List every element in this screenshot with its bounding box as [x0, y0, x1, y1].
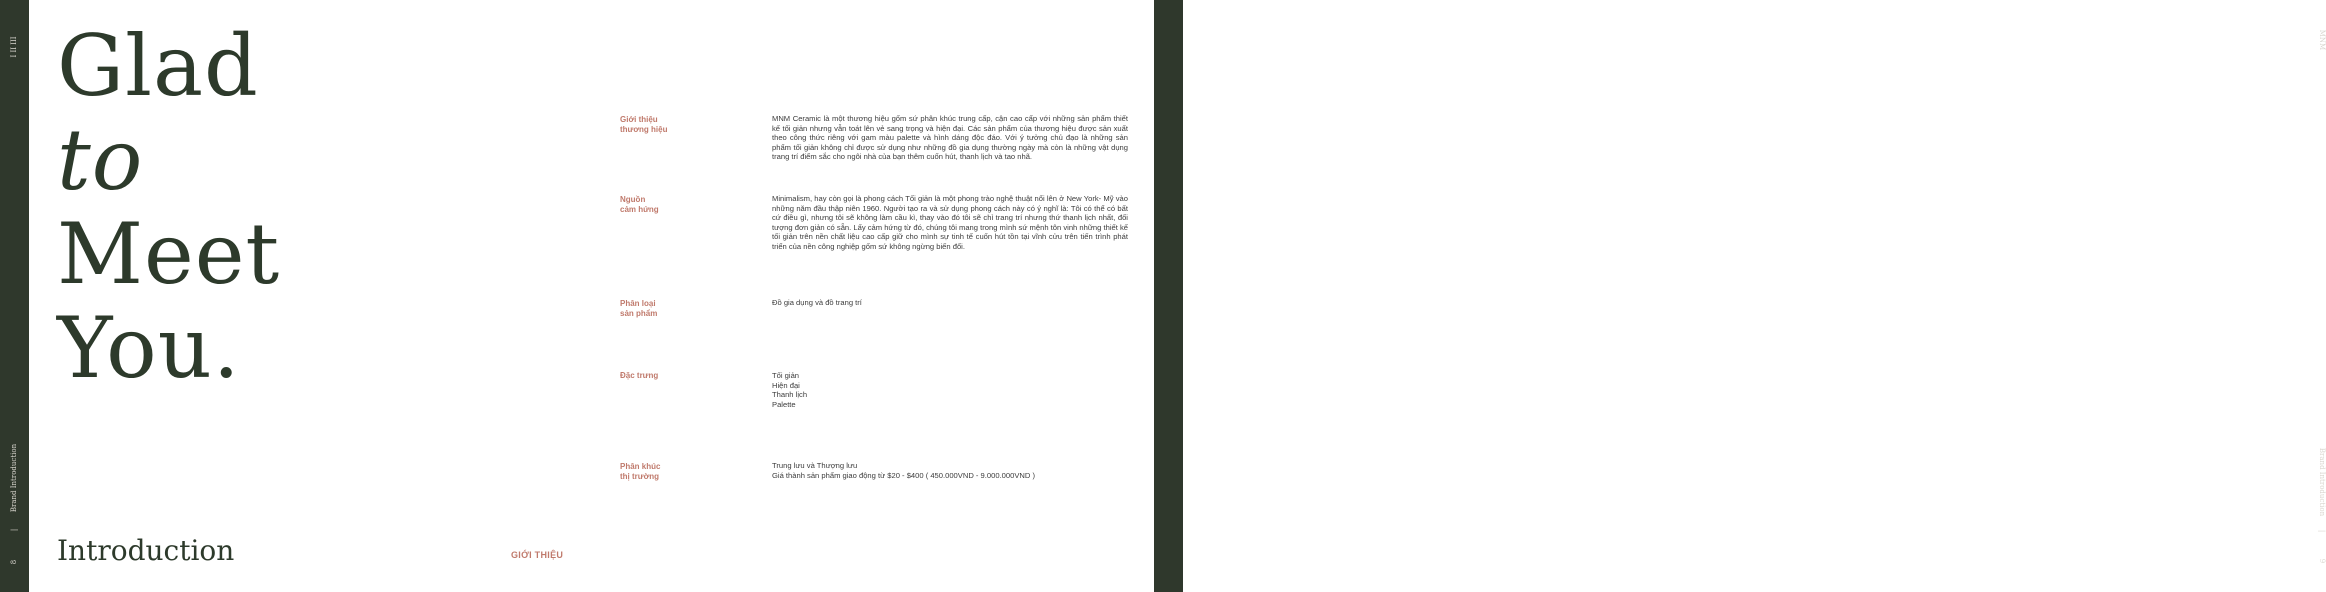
sidebar-marker-right: |	[2318, 529, 2326, 533]
row-text-inspiration: Minimalism, hay còn gọi là phong cách Tối giản là một phong trào nghệ thuật nổi lên ở New York- Mỹ vào những năm đầu thập niên 1960. Người tạo ra và sử dụng phong cách này có ý nghĩ là: Tôi có thể có bất cứ điều gì, nhưng tôi sẽ không làm cầu kì, thay vào đó tôi sẽ chỉ trang trí nhưng thứ thanh lịch nhất, đối tượng đơn giản có sẵn. Lấy cảm hứng từ đó, chúng tôi mang trong mình sứ mệnh tôn vinh những thiết kế tối giản trên nền chất liệu cao cấp giữ cho mình sự tinh tế cuốn hút tồn tại vĩnh cửu trên tiến trình phát triển của nền công nghiệp gốm sứ không ngừng biến đổi.	[772, 194, 1128, 251]
hero-line-meet: Meet	[57, 205, 281, 303]
list-item: Hiện đại	[772, 380, 800, 390]
row-label-brand-intro	[620, 115, 730, 135]
hero-line-glad: Glad	[57, 17, 259, 115]
row-text-market-segment	[772, 461, 1128, 480]
label-line: sản phẩm	[620, 309, 658, 318]
list-item: Tối giản	[772, 371, 800, 380]
roman-numerals: I II III	[10, 36, 18, 58]
label-line: Nguồn	[620, 195, 646, 204]
section-label: GIỚI THIỆU	[511, 550, 564, 560]
label-line: Đặc trưng	[620, 371, 659, 380]
label-line: Giới thiệu	[620, 115, 658, 124]
page-number-left: 8	[10, 559, 18, 565]
sidebar-label-right: Brand Introduction	[2318, 447, 2326, 517]
list-item: Giá thành sản phẩm giao động từ $20 - $400 ( 450.000VND - 9.000.000VND )	[772, 470, 1036, 480]
hero-line-to: to	[57, 111, 144, 209]
row-text-brand-intro: MNM Ceramic là một thương hiệu gốm sứ phân khúc trung cấp, cận cao cấp với những sản phẩm thiết kế tối giản nhưng vẫn toát lên vẻ sang trọng và hiện đại. Các sản phẩm của thương hiệu được sản xuất theo công thức riêng với gam màu palette và hình dáng độc đáo. Với ý tưởng chủ đạo là những sản phẩm tối giản không chỉ được sử dụng như những đồ gia dụng thường ngày mà còn là những vật dụng trang trí điểm sắc cho ngôi nhà của bạn thêm cuốn hút, thanh lịch và tao nhã.	[772, 114, 1128, 161]
list-item: Palette	[772, 399, 796, 409]
row-label-market-segment	[620, 462, 730, 482]
label-line: thương hiệu	[620, 125, 668, 134]
right-sidebar	[1154, 0, 2326, 592]
row-label-product-type	[620, 299, 730, 319]
row-label-inspiration	[620, 195, 730, 215]
brand-mark: MNM	[2318, 29, 2326, 51]
page-number-right: 9	[2318, 558, 2326, 564]
row-text-characteristics	[772, 371, 1128, 409]
hero-line-you: You.	[57, 299, 241, 397]
intro-title: Introduction	[57, 534, 235, 567]
sidebar-marker-left: |	[10, 528, 18, 532]
list-item: Trung lưu và Thượng lưu	[772, 461, 858, 470]
row-label-characteristics	[620, 371, 730, 381]
sidebar-label-left: Brand Introduction	[10, 443, 18, 513]
label-line: Phân loại	[620, 299, 656, 308]
label-line: Phân khúc	[620, 462, 661, 471]
list-item: Thanh lịch	[772, 390, 808, 399]
label-line: thị trường	[620, 472, 660, 481]
label-line: cảm hứng	[620, 205, 659, 214]
row-text-product-type: Đồ gia dụng và đồ trang trí	[772, 298, 862, 307]
left-sidebar	[0, 0, 29, 592]
